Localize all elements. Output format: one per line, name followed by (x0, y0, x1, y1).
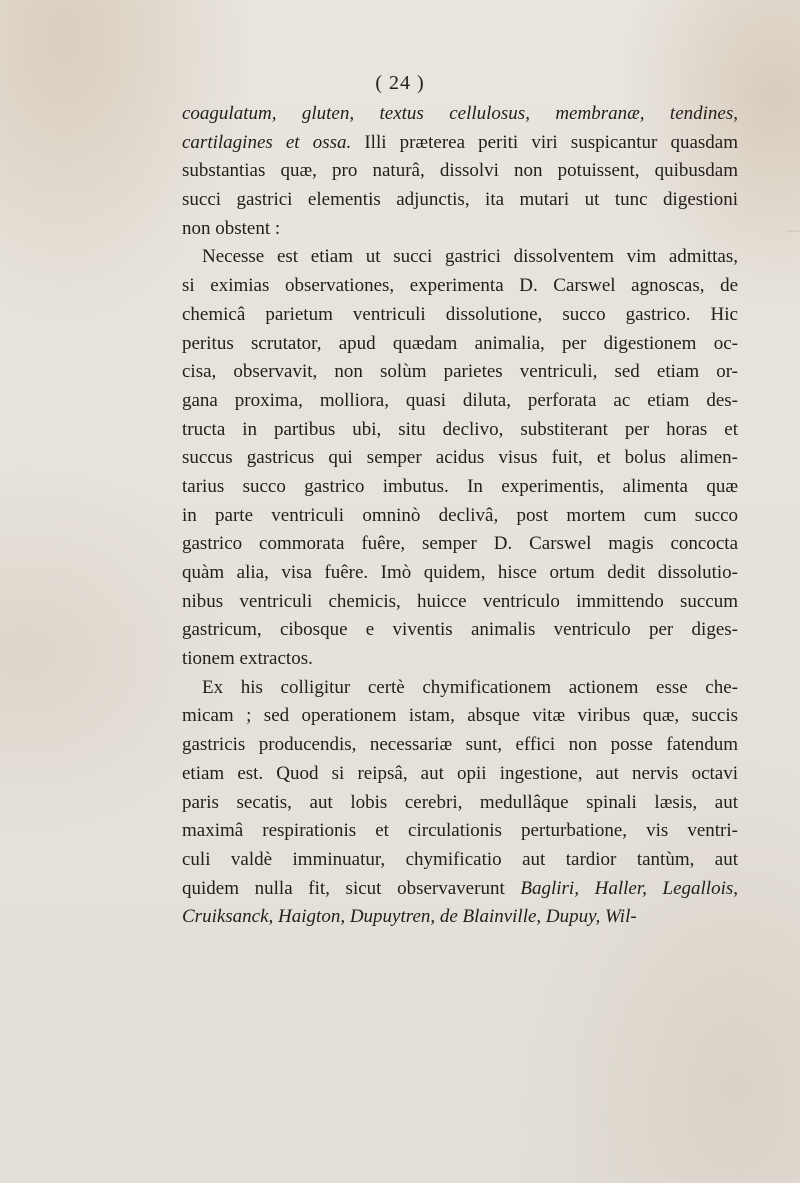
text-line (182, 416, 738, 445)
italic-text: cartilagines et ossa. (182, 131, 352, 153)
text-line (182, 903, 738, 932)
text-run: paris secatis, aut lobis cerebri, medullâque spinali læsis, aut (182, 791, 738, 813)
text-line (182, 645, 738, 674)
text-run: etiam est. Quod si reipsâ, aut opii ingestione, aut nervis octavi (182, 762, 738, 784)
text-run: micam ; sed operationem istam, absque vitæ viribus quæ, succis (182, 705, 738, 727)
text-line (182, 502, 738, 531)
text-run: Ex his colligitur certè chymificationem actionem esse che- (202, 676, 738, 698)
text-run: in parte ventriculi omninò declivâ, post mortem cum succo (182, 504, 738, 526)
text-line (182, 186, 738, 215)
text-line (182, 444, 738, 473)
text-run: chemicâ parietum ventriculi dissolutione, succo gastrico. Hic (182, 303, 738, 325)
text-line (182, 473, 738, 502)
text-line (182, 588, 738, 617)
text-line (182, 330, 738, 359)
text-run: gastricis producendis, necessariæ sunt, effici non posse fatendum (182, 734, 738, 756)
text-run: nibus ventriculi chemicis, huicce ventriculo immittendo succum (182, 590, 738, 612)
italic-text: Bagliri, Haller, Legallois, (520, 877, 738, 899)
paragraph (182, 243, 738, 673)
text-run: maximâ respirationis et circulationis perturbatione, vis ventri- (182, 820, 738, 842)
text-run: culi valdè imminuatur, chymificatio aut tardior tantùm, aut (182, 848, 738, 870)
text-line (182, 157, 738, 186)
text-line (182, 243, 738, 272)
text-run: si eximias observationes, experimenta D. Carswel agnoscas, de (182, 275, 738, 297)
text-line (182, 129, 738, 158)
text-line (182, 272, 738, 301)
text-run: Necesse est etiam ut succi gastrici dissolventem vim admittas, (202, 246, 738, 268)
italic-text: coagulatum, gluten, textus cellulosus, membranæ, tendines, (182, 103, 738, 124)
text-run: gastricum, cibosque e viventis animalis ventriculo per diges- (182, 619, 738, 641)
body-text (182, 100, 738, 932)
paragraph (182, 100, 738, 243)
text-line (182, 616, 738, 645)
text-run: succi gastrici elementis adjunctis, ita mutari ut tunc digestioni (182, 189, 738, 211)
paragraph (182, 674, 738, 932)
text-line (182, 358, 738, 387)
text-run: quidem nulla fit, sicut observaverunt (182, 877, 521, 899)
text-run: gastrico commorata fuêre, semper D. Carswel magis concocta (182, 533, 738, 555)
text-line (182, 702, 738, 731)
text-line (182, 674, 738, 703)
text-line (182, 817, 738, 846)
text-line (182, 789, 738, 818)
text-run: tionem extractos. (182, 648, 313, 670)
show-through-text: ─​ (786, 221, 800, 242)
text-line (182, 387, 738, 416)
text-line (182, 559, 738, 588)
text-run: substantias quæ, pro naturâ, dissolvi non potuissent, quibusdam (182, 160, 738, 182)
italic-text: Cruiksanck, Haigton, Dupuytren, de Blainville, Dupuy, Wil- (182, 906, 637, 928)
text-line (182, 215, 738, 244)
text-line (182, 846, 738, 875)
text-run: cisa, observavit, non solùm parietes ventriculi, sed etiam or- (182, 361, 738, 383)
text-line (182, 875, 738, 904)
text-run: tarius succo gastrico imbutus. In experimentis, alimenta quæ (182, 475, 738, 497)
text-run: peritus scrutator, apud quædam animalia, per digestionem oc- (182, 332, 738, 354)
text-line (182, 100, 738, 129)
text-line (182, 530, 738, 559)
page-number: ( 24 ) (375, 72, 425, 94)
text-line (182, 760, 738, 789)
text-line (182, 731, 738, 760)
text-line (182, 301, 738, 330)
text-run: Illi præterea periti viri suspicantur quasdam (351, 131, 738, 153)
text-run: non obstent : (182, 217, 281, 239)
text-run: succus gastricus qui semper acidus visus fuit, et bolus alimen- (182, 447, 738, 469)
text-run: quàm alia, visa fuêre. Imò quidem, hisce ortum dedit dissolutio- (182, 562, 738, 583)
text-run: tructa in partibus ubi, situ declivo, substiterant per horas et (182, 418, 738, 440)
text-run: gana proxima, molliora, quasi diluta, perforata ac etiam des- (182, 389, 738, 411)
